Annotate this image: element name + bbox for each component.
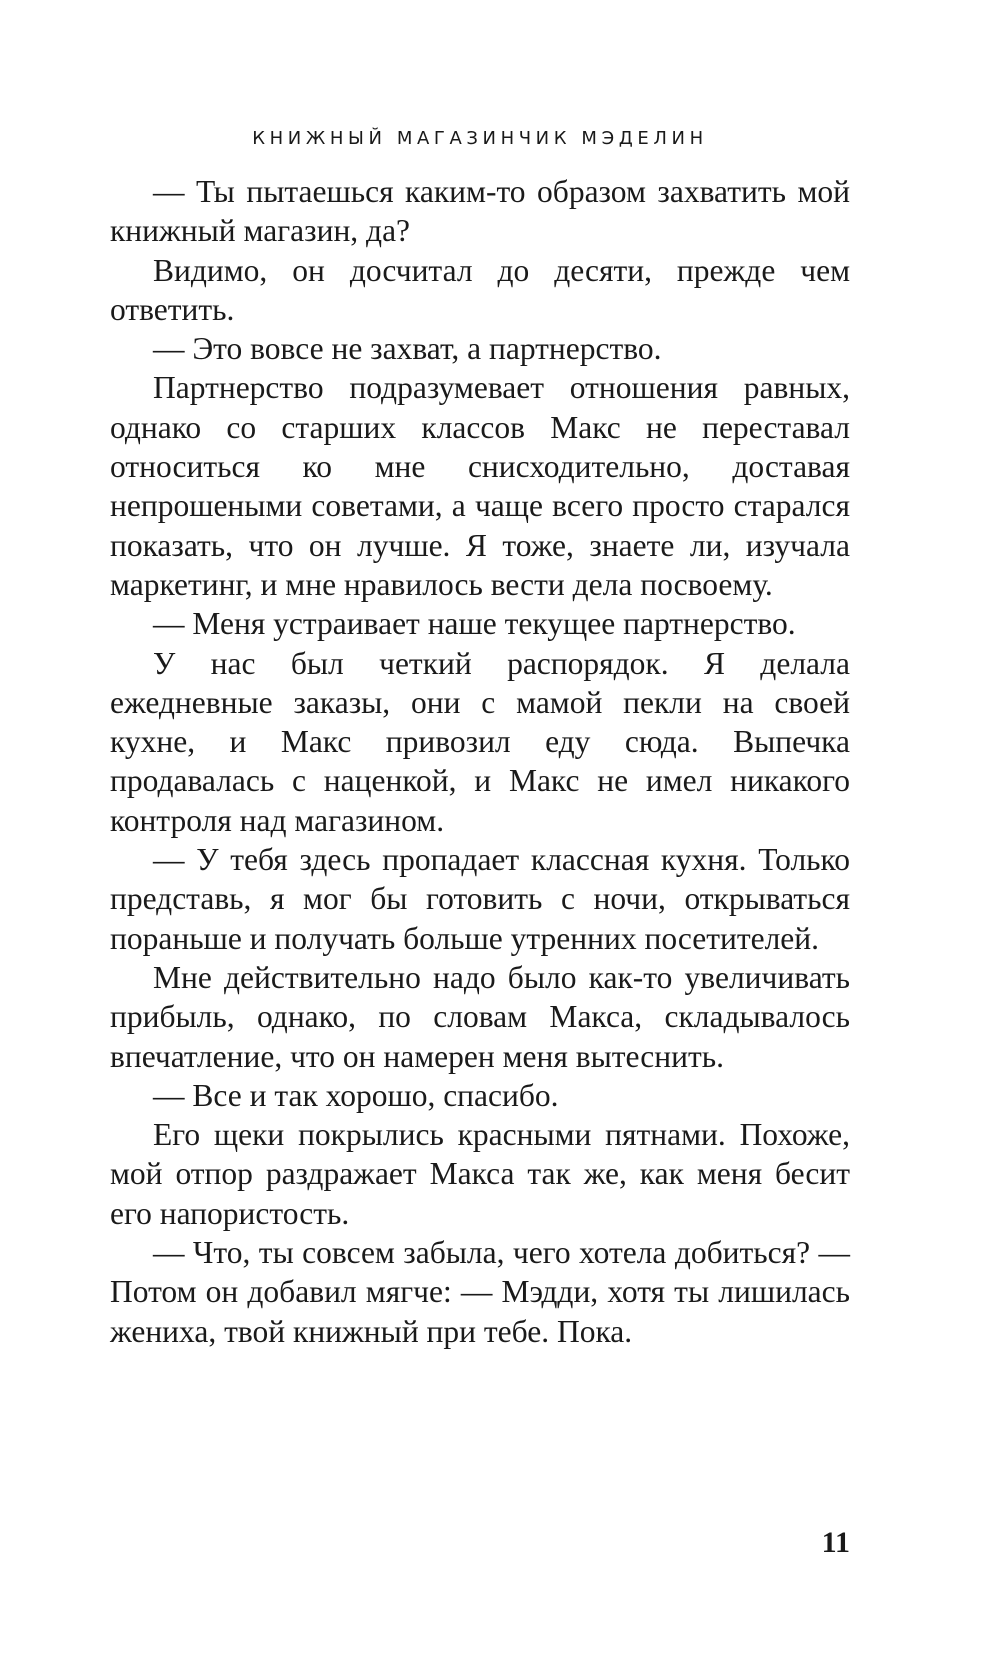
paragraph-4: Партнерство подразумевает отношения равных, однако со старших классов Макс не переставал относиться ко мне снисходительно, доставая непрошеными советами, а чаще всего просто старался показать, что он лучше. Я тоже, знаете ли, изучала маркетинг, и мне нравилось вести дела посвоему.	[110, 370, 850, 602]
paragraph-11: — Что, ты совсем забыла, чего хотела добиться? — Потом он добавил мягче: — Мэдди, хотя ты лишилась жениха, твой книжный при тебе. Пока.	[110, 1235, 850, 1349]
paragraph-6: У нас был четкий распорядок. Я делала ежедневные заказы, они с мамой пекли на своей кухне, и Макс привозил еду сюда. Выпечка продавалась с наценкой, и Макс не имел никакого контроля над магазином.	[110, 645, 850, 838]
paragraph-3: — Это вовсе не захват, а партнерство.	[153, 331, 662, 367]
body-text	[110, 172, 850, 1351]
paragraph-10: Его щеки покрылись красными пятнами. Похоже, мой отпор раздражает Макса так же, как меня бесит его напористость.	[110, 1117, 850, 1231]
paragraph-1: — Ты пытаешься каким-то образом захватить мой книжный магазин, да?	[110, 174, 850, 249]
paragraph-5: — Меня устраивает наше текущее партнерство.	[153, 606, 796, 642]
paragraph-8: Мне действительно надо было как-то увеличивать прибыль, однако, по словам Макса, складывалось впечатление, что он намерен меня вытеснить.	[110, 959, 850, 1074]
page-number: 11	[821, 1526, 850, 1559]
paragraph-9: — Все и так хорошо, спасибо.	[153, 1077, 559, 1113]
paragraph-7: — У тебя здесь пропадает классная кухня. Только представь, я мог бы готовить с ночи, открываться пораньше и получать больше утренних посетителей.	[110, 842, 850, 956]
running-head: КНИЖНЫЙ МАГАЗИНЧИК МЭДЕЛИН	[252, 128, 708, 149]
paragraph-2: Видимо, он досчитал до десяти, прежде чем ответить.	[110, 252, 850, 327]
